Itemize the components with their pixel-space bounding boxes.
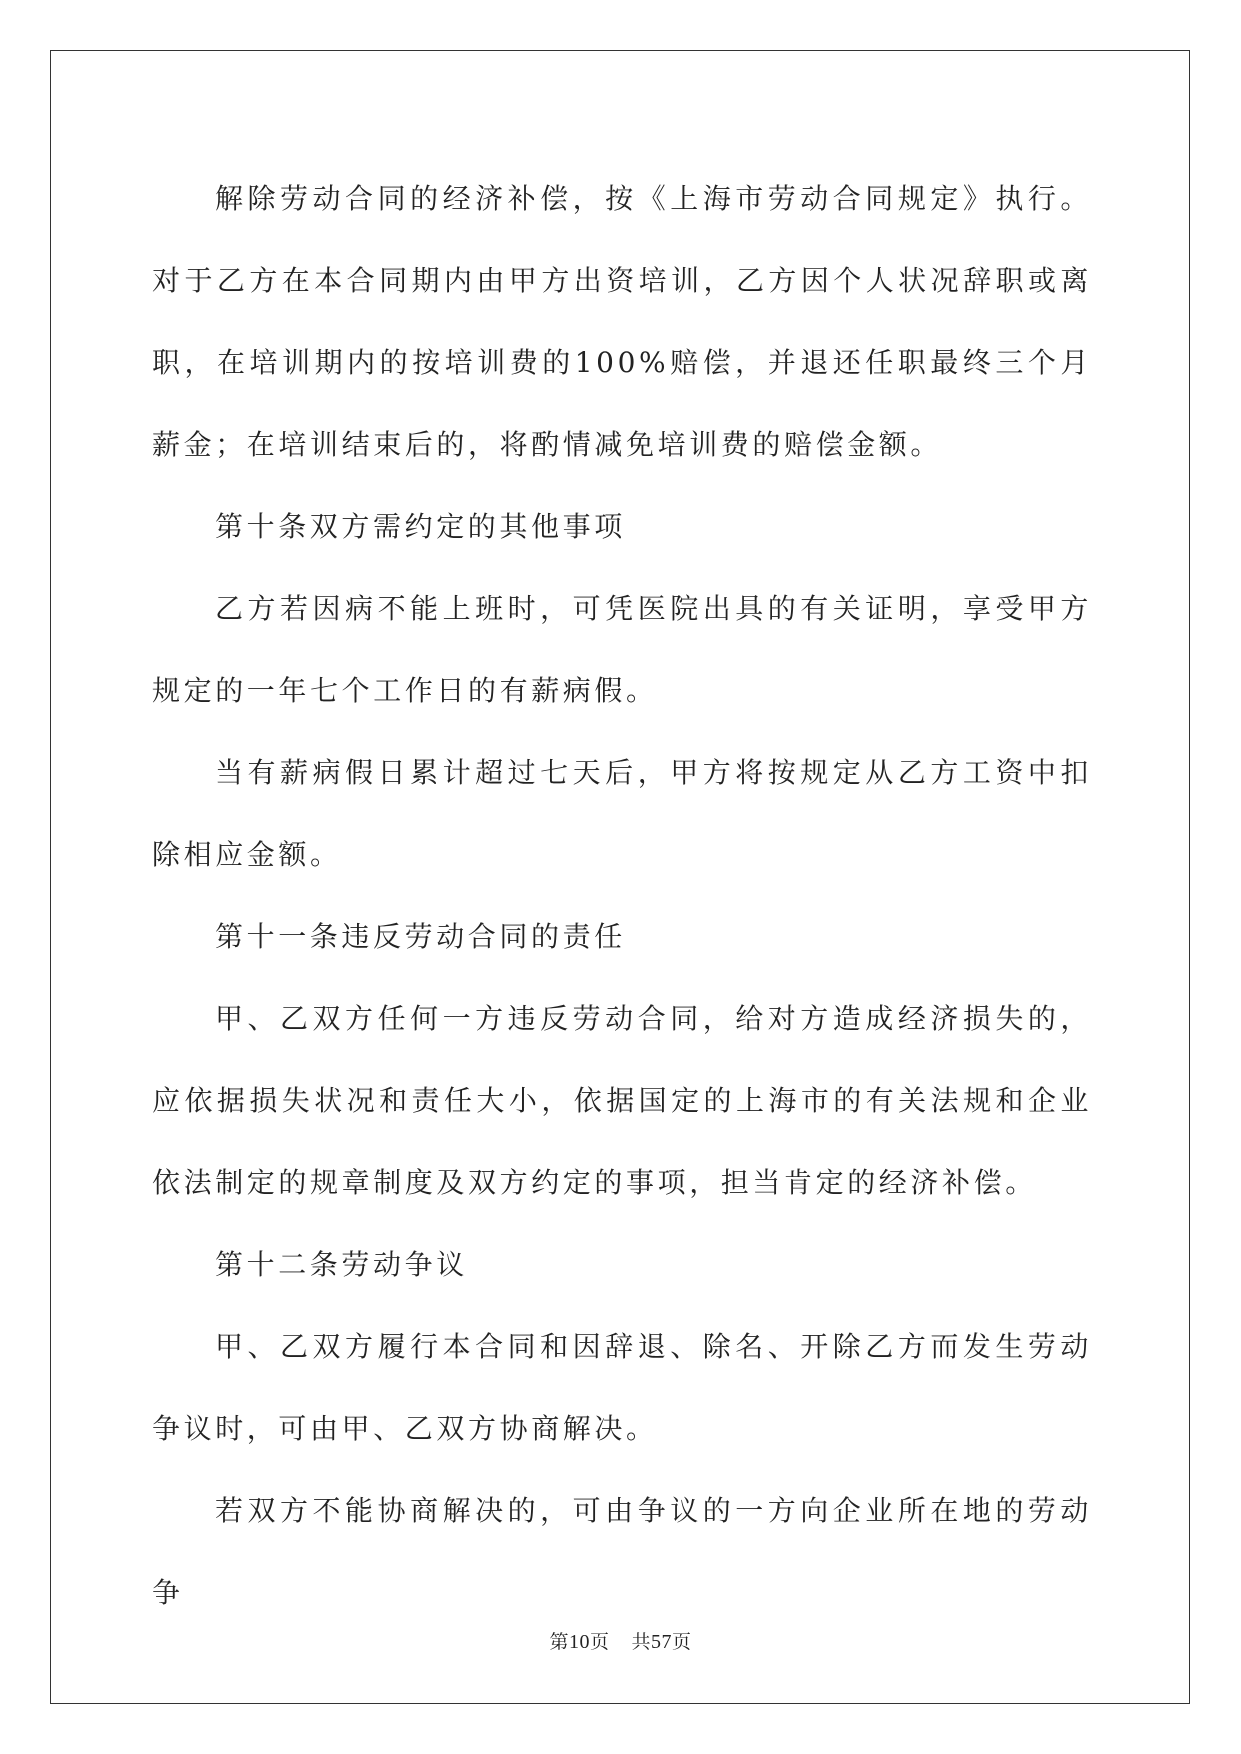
paragraph: 若双方不能协商解决的，可由争议的一方向企业所在地的劳动争 <box>152 1494 1092 1609</box>
article-heading: 第十二条劳动争议 <box>215 1248 468 1281</box>
total-suffix: 页 <box>672 1631 692 1653</box>
page-suffix: 页 <box>589 1631 610 1653</box>
article-heading: 第十一条违反劳动合同的责任 <box>215 920 626 953</box>
page-prefix: 第 <box>549 1631 569 1653</box>
document-body <box>152 158 1092 1634</box>
paragraph: 甲、乙双方履行本合同和因辞退、除名、开除乙方而发生劳动争议时，可由甲、乙双方协商解决。 <box>152 1330 1092 1445</box>
paragraph: 当有薪病假日累计超过七天后，甲方将按规定从乙方工资中扣除相应金额。 <box>152 756 1092 871</box>
paragraph: 解除劳动合同的经济补偿，按《上海市劳动合同规定》执行。对于乙方在本合同期内由甲方出资培训，乙方因个人状况辞职或离职，在培训期内的按培训费的100%赔偿，并退还任职最终三个月薪金；在培训结束后的，将酌情减免培训费的赔偿金额。 <box>152 182 1092 461</box>
article-heading: 第十条双方需约定的其他事项 <box>215 510 626 543</box>
paragraph: 乙方若因病不能上班时，可凭医院出具的有关证明，享受甲方规定的一年七个工作日的有薪病假。 <box>152 592 1092 707</box>
paragraph: 甲、乙双方任何一方违反劳动合同，给对方造成经济损失的，应依据损失状况和责任大小，依据国定的上海市的有关法规和企业依法制定的规章制度及双方约定的事项，担当肯定的经济补偿。 <box>152 1002 1092 1199</box>
total-prefix: 共 <box>631 1631 652 1653</box>
page-footer <box>0 1627 1241 1654</box>
page-number: 10 <box>568 1631 590 1653</box>
total-pages: 57 <box>651 1631 673 1653</box>
